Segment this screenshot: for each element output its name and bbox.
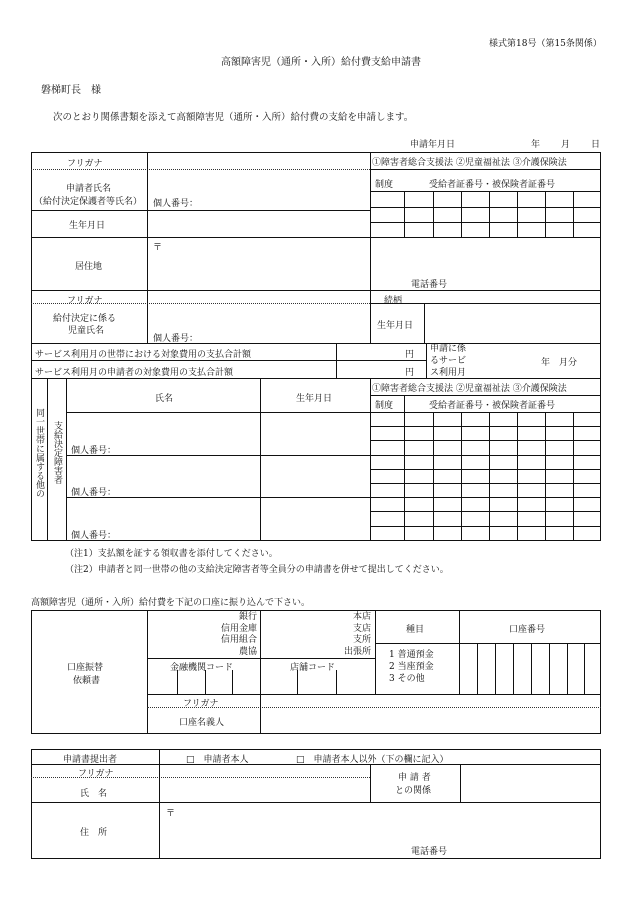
- child-relation-label: 続柄: [384, 296, 403, 306]
- submitter-furigana-label: フリガナ: [78, 769, 114, 779]
- applicant-phone-label: 電話番号: [411, 280, 448, 290]
- submitter-self-checkbox[interactable]: □ 申請者本人: [186, 755, 249, 765]
- form-number: 様式第18号（第15条関係）: [489, 39, 602, 49]
- note-1: （注1）支払額を証する領収書を添付してください。: [65, 549, 278, 559]
- service-month-label: 申請に係 るサービ ス利用月: [430, 344, 467, 378]
- household-cert-label: 受給者証番号・被保険者証番号: [429, 401, 556, 411]
- household-name-header: 氏名: [155, 394, 174, 404]
- institution-code-label: 金融機関コード: [170, 663, 234, 673]
- household-my-number-1: 個人番号：: [71, 446, 117, 456]
- page-title: 高額障害児（通所・入所）給付費支給申請書: [221, 57, 421, 68]
- household-side-label: 同一世帯に属する他の: [34, 408, 44, 498]
- household-law-options: ①障害者総合支援法 ②児童福祉法 ③介護保険法: [372, 384, 567, 394]
- household-my-number-2: 個人番号：: [71, 488, 117, 498]
- child-furigana-label: フリガナ: [67, 296, 103, 306]
- submitter-relation-label: 申 請 者: [398, 773, 431, 783]
- bank-heading: 高額障害児（通所・入所）給付費を下記の口座に振り込んで下さい。: [31, 598, 311, 608]
- account-number-label: 口座番号: [509, 625, 546, 635]
- account-holder-label: 口座名義人: [179, 718, 225, 728]
- institution-type-list: 銀行 信用金庫 信用組合 農協: [220, 612, 257, 657]
- date-label: 申請年月日: [410, 140, 456, 150]
- service-month-value: 年 月分: [541, 358, 578, 368]
- household-total-label: サービス利用月の世帯における対象費用の支払合計額: [35, 350, 252, 360]
- child-my-number-label: 個人番号：: [153, 334, 199, 344]
- account-holder-furigana-label: フリガナ: [183, 699, 219, 709]
- account-kind-label: 種目: [406, 625, 425, 635]
- applicant-postal-mark: 〒: [153, 243, 163, 253]
- submitter-other-checkbox[interactable]: □ 申請者本人以外（下の欄に記入）: [296, 755, 449, 765]
- submitter-relation-sub-label: との関係: [395, 786, 432, 796]
- household-birth-header: 生年月日: [296, 394, 333, 404]
- applicant-cert-label: 受給者証番号・被保険者証番号: [429, 180, 556, 190]
- date-day-label: 日: [591, 140, 601, 150]
- submitter-postal-mark: 〒: [166, 809, 176, 819]
- submitter-table: [31, 749, 601, 859]
- applicant-system-label: 制度: [375, 180, 394, 190]
- submitter-phone-label: 電話番号: [411, 847, 448, 857]
- intro-text: 次のとおり関係書類を添えて高額障害児（通所・入所）給付費の支給を申請します。: [53, 112, 414, 123]
- applicant-furigana-label: フリガナ: [67, 159, 103, 169]
- applicant-total-yen: 円: [405, 368, 415, 378]
- household-total-yen: 円: [405, 350, 415, 360]
- date-year-label: 年: [531, 140, 541, 150]
- submitter-label: 申請書提出者: [63, 755, 118, 765]
- submitter-address-label: 住 所: [80, 828, 108, 838]
- addressee: 磐梯町長 様: [41, 85, 101, 96]
- bank-request-label: 口座振替: [67, 663, 104, 673]
- note-2: （注2）申請者と同一世帯の他の支給決定障害者等全員分の申請書を併せて提出してください。: [65, 565, 449, 575]
- bank-request-sub-label: 依頼書: [73, 676, 101, 686]
- applicant-address-label: 居住地: [75, 262, 103, 272]
- child-name-sub-label: 児童氏名: [68, 326, 105, 336]
- submitter-name-label: 氏 名: [80, 789, 108, 799]
- applicant-birth-label: 生年月日: [69, 221, 106, 231]
- applicant-total-label: サービス利用月の申請者の対象費用の支払合計額: [35, 368, 234, 378]
- household-side-sub-label: 支給決定障害者: [52, 421, 62, 484]
- applicant-my-number-label: 個人番号：: [153, 199, 199, 209]
- date-month-label: 月: [561, 140, 571, 150]
- branch-type-list: 本店 支店 支所 出張所: [343, 612, 371, 657]
- account-kind-options: 1 普通預金 2 当座預金 3 その他: [389, 650, 434, 684]
- applicant-law-options: ①障害者総合支援法 ②児童福祉法 ③介護保険法: [372, 158, 567, 168]
- child-birth-label: 生年月日: [377, 321, 414, 331]
- household-system-label: 制度: [375, 401, 394, 411]
- branch-code-label: 店舗コード: [290, 663, 336, 673]
- applicant-name-sub-label: （給付決定保護者等氏名）: [34, 197, 143, 207]
- child-name-label: 給付決定に係る: [53, 314, 117, 324]
- applicant-name-label: 申請者氏名: [66, 184, 112, 194]
- household-my-number-3: 個人番号：: [71, 531, 117, 541]
